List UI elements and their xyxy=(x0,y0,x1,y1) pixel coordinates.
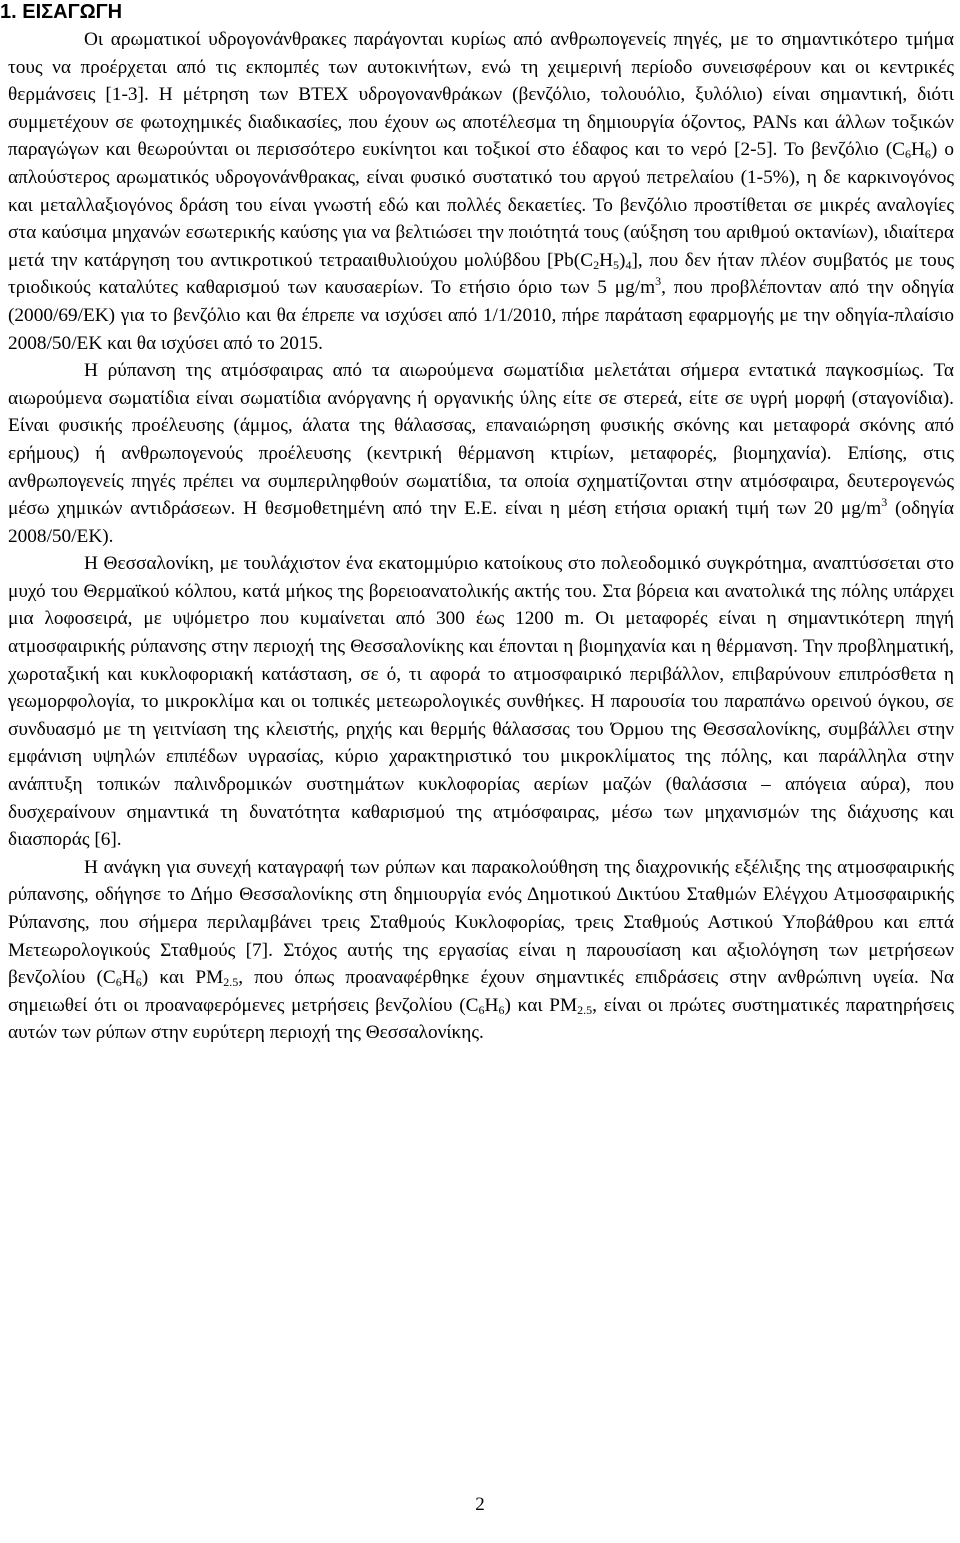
paragraph-btex: Οι αρωματικοί υδρογονάνθρακες παράγονται κυρίως από ανθρωπογενείς πηγές, με το σημαντικότερο τμήμα τους να προέρχεται από τις εκπομπές των αυτοκινήτων, ενώ τη χειμερινή περίοδο συνεισφέρουν και οι κεντρικές θερμάνσεις [1-3]. Η μέτρηση των BTEX υδρογονανθράκων (βενζόλιο, τολουόλιο, ξυλόλιο) είναι σημαντική, διότι συμμετέχουν σε φωτοχημικές διαδικασίες, που έχουν ως αποτέλεσμα τη δημιουργία όζοντος, PANs και άλλων τοξικών παραγώγων και θεωρούνται οι περισσότερο ευκίνητοι και τοξικοί στο έδαφος και το νερό [2-5]. Το βενζόλιο $(C_6H_6)$ ο απλούστερος αρωματικός υδρογονάνθρακας, είναι φυσικό συστατικό του αργού πετρελαίου (1-5%), η δε καρκινογόνος και μεταλλαξιογόνος δράση του είναι γνωστή εδώ και πολλές δεκαετίες. Το βενζόλιο προστίθεται σε μικρές αναλογίες στα καύσιμα μηχανών εσωτερικής καύσης για να βελτιώσει την ποιότητά τους (αύξηση του αριθμού οκτανίων), ιδιαίτερα μετά την κατάργηση του αντικροτικού τετρααιθυλιούχου μολύβδου $[Pb(C_2H_5)_4]$, που δεν ήταν πλέον συμβατός με τους τριοδικούς καταλύτες καθαρισμού των καυσαερίων. Το ετήσιο όριο των 5 $\mu g/m^3$, που προβλέπονταν από την οδηγία (2000/69/ΕΚ) για το βενζόλιο και θα έπρεπε να ισχύσει από 1/1/2010, πήρε παράταση εφαρμογής με την οδηγία-πλαίσιο 2008/50/ΕΚ και θα ισχύσει από το 2015. xyxy=(8,29,955,354)
paragraph-particulates: Η ρύπανση της ατμόσφαιρας από τα αιωρούμενα σωματίδια μελετάται σήμερα εντατικά παγκοσμίως. Τα αιωρούμενα σωματίδια είναι σωματίδια ανόργανης ή οργανικής ύλης είτε σε στερεά, είτε σε υγρή μορφή (σταγονίδια). Είναι φυσικής προέλευσης (άμμος, άλατα της θάλασσας, επαναιώρηση φυσικής σκόνης και μεταφορά σκόνης από ερήμους) ή ανθρωπογενούς προέλευσης (κεντρική θέρμανση κτιρίων, μεταφορές, βιομηχανία). Επίσης, στις ανθρωπογενείς πηγές πρέπει να συμπεριληφθούν σωματίδια, τα οποία σχηματίζονται στην ατμόσφαιρα, δευτερογενώς μέσω χημικών αντιδράσεων. Η θεσμοθετημένη από την Ε.Ε. είναι η μέση ετήσια οριακή τιμή των 20 $\mu g/m^3$ (οδηγία 2008/50/ΕΚ). xyxy=(8,360,954,547)
paragraph-thessaloniki: Η Θεσσαλονίκη, με τουλάχιστον ένα εκατομμύριο κατοίκους στο πολεοδομικό συγκρότημα, αναπτύσσεται στο μυχό του Θερμαϊκού κόλπου, κατά μήκος της βορειοανατολικής ακτής του. Στα βόρεια και ανατολικά της πόλης υπάρχει μια λοφοσειρά, με υψόμετρο που κυμαίνεται από 300 έως 1200 m. Οι μεταφορές είναι η σημαντικότερη πηγή ατμοσφαιρικής ρύπανσης στην περιοχή της Θεσσαλονίκης και έπονται η βιομηχανία και η θέρμανση. Την προβληματική, χωροταξική και κυκλοφοριακή κατάσταση, σε ό, τι αφορά το ατμοσφαιρικό περιβάλλον, επιβαρύνουν επιπρόσθετα η γεωμορφολογία, το μικροκλίμα και οι τοπικές μετεωρολογικές συνθήκες. Η παρουσία του παραπάνω ορεινού όγκου, σε συνδυασμό με τη γειτνίαση της κλειστής, ρηχής και θερμής θάλασσας του Όρμου της Θεσσαλονίκης, συμβάλλει στην εμφάνιση υψηλών επιπέδων υγρασίας, κύριο χαρακτηριστικό του μικροκλίματος της πόλης, και παράλληλα στην ανάπτυξη τοπικών παλινδρομικών συστημάτων κυκλοφορίας αερίων μαζών (θαλάσσια – απόγεια αύρα), που δυσχεραίνουν σημαντικά τη δυνατότητα καθαρισμού της ατμόσφαιρας, μέσω των μηχανισμών της διάχυσης και διασποράς [6]. xyxy=(8,553,954,851)
page-number: 2 xyxy=(475,1494,485,1515)
paragraph-monitoring-network: Η ανάγκη για συνεχή καταγραφή των ρύπων και παρακολούθηση της διαχρονικής εξέλιξης της ατμοσφαιρικής ρύπανσης, οδήγησε το Δήμο Θεσσαλονίκης στη δημιουργία ενός Δημοτικού Δικτύου Σταθμών Ελέγχου Ατμοσφαιρικής Ρύπανσης, που σήμερα περιλαμβάνει τρεις Σταθμούς Κυκλοφορίας, τρεις Σταθμούς Αστικού Υποβάθρου και επτά Μετεωρολογικούς Σταθμούς [7]. Στόχος αυτής της εργασίας είναι η παρουσίαση και αξιολόγηση των μετρήσεων βενζολίου $(C_6H_6)$ και $PM_{2.5}$, που όπως προαναφέρθηκε έχουν σημαντικές επιδράσεις στην ανθρώπινη υγεία. Να σημειωθεί ότι οι προαναφερόμενες μετρήσεις βενζολίου $(C_6H_6)$ και $PM_{2.5}$, είναι οι πρώτες συστηματικές παρατηρήσεις αυτών των ρύπων στην ευρύτερη περιοχή της Θεσσαλονίκης. xyxy=(8,856,955,1044)
section-body xyxy=(8,26,954,1047)
section-heading: 1. ΕΙΣΑΓΩΓΗ xyxy=(0,1,123,23)
